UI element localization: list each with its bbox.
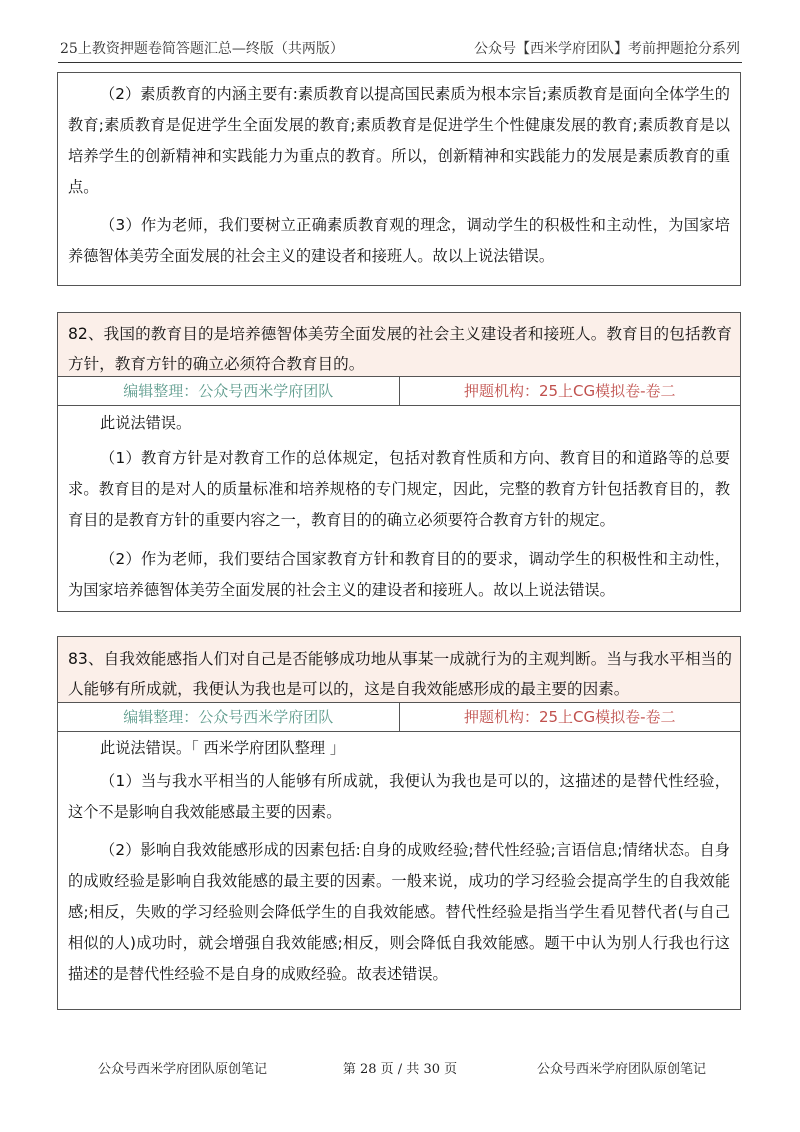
page-header xyxy=(58,36,742,62)
source-label: 押题机构：25上CG模拟卷-卷二 xyxy=(463,708,676,726)
meta-row xyxy=(58,703,740,732)
meta-row xyxy=(58,377,740,406)
page-number: 第 28 页 / 共 30 页 xyxy=(342,1062,458,1077)
header-title: 25上教资押题卷简答题汇总—终版（共两版） xyxy=(60,41,344,57)
question-cell xyxy=(58,313,740,377)
footer-right: 公众号西米学府团队原创笔记 xyxy=(536,1062,706,1077)
answer-paragraph: （1）教育方针是对教育工作的总体规定，包括对教育性质和方向、教育目的和道路等的总要求。教育目的是对人的质量标准和培养规格的专门规定，因此，完整的教育方针包括教育目的，教育目的是教育方针的重要内容之一，教育目的的确立必须要符合教育方针的规定。 xyxy=(68,449,730,529)
footer-left: 公众号西米学府团队原创笔记 xyxy=(98,1062,268,1077)
header-series: 公众号【西米学府团队】考前押题抢分系列 xyxy=(474,41,740,57)
question-text: 83、自我效能感指人们对自己是否能够成功地从事某一成就行为的主观判断。当与我水平相当的人能够有所成就，我便认为我也是可以的，这是自我效能感形成的最主要的因素。 xyxy=(68,650,732,698)
question-card-83 xyxy=(57,636,741,1010)
answer-paragraph: （2）影响自我效能感形成的因素包括:自身的成败经验;替代性经验;言语信息;情绪状态。自身的成败经验是影响自我效能感的最主要的因素。一般来说，成功的学习经验会提高学生的自我效能感;相反，失败的学习经验则会降低学生的自我效能感。替代性经验是指当学生看见替代者(与自己相似的人)成功时，就会增强自我效能感;相反，则会降低自我效能感。题干中认为别人行我也行这描述的是替代性经验不是自身的成败经验。故表述错误。 xyxy=(68,841,730,983)
question-cell xyxy=(58,637,740,703)
answer-paragraph: （2）素质教育的内涵主要有:素质教育以提高国民素质为根本宗旨;素质教育是面向全体学生的教育;素质教育是促进学生全面发展的教育;素质教育是促进学生个性健康发展的教育;素质教育是以培养学生的创新精神和实践能力为重点的教育。所以，创新精神和实践能力的发展是素质教育的重点。 xyxy=(68,85,730,196)
question-text: 82、我国的教育目的是培养德智体美劳全面发展的社会主义建设者和接班人。教育目的包括教育方针，教育方针的确立必须符合教育目的。 xyxy=(68,325,732,373)
answer-paragraph: （1）当与我水平相当的人能够有所成就，我便认为我也是可以的，这描述的是替代性经验，这个不是影响自我效能感最主要的因素。 xyxy=(68,772,730,821)
answer-verdict: 此说法错误。「 西米学府团队整理 」 xyxy=(100,739,346,757)
editor-credit: 编辑整理：公众号西米学府团队 xyxy=(58,703,400,731)
answer-paragraph: （2）作为老师，我们要结合国家教育方针和教育目的的要求，调动学生的积极性和主动性，为国家培养德智体美劳全面发展的社会主义的建设者和接班人。故以上说法错误。 xyxy=(68,550,730,599)
question-card-82 xyxy=(57,312,741,612)
answer-verdict: 此说法错误。 xyxy=(100,414,192,432)
header-rule xyxy=(58,62,742,63)
editor-credit: 编辑整理：公众号西米学府团队 xyxy=(58,377,400,405)
answer-box-continued xyxy=(57,72,741,286)
source-label: 押题机构：25上CG模拟卷-卷二 xyxy=(463,382,676,400)
answer-paragraph: （3）作为老师，我们要树立正确素质教育观的理念，调动学生的积极性和主动性，为国家培养德智体美劳全面发展的社会主义的建设者和接班人。故以上说法错误。 xyxy=(68,216,730,265)
